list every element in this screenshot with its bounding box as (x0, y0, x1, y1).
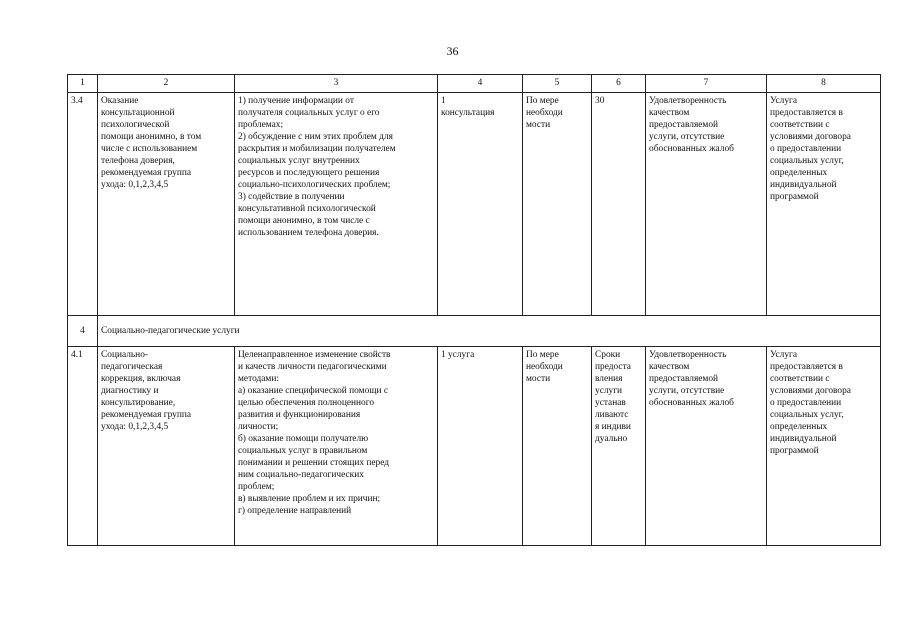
header-cell: 2 (98, 75, 235, 93)
service-name: Оказание консультационной психологической помощи анонимно, в том числе с использованием телефона доверия, рекомендуемая группа ухода: 0,1,2,3,4,5 (98, 93, 235, 316)
header-cell: 4 (438, 75, 523, 93)
service-unit: 1 услуга (438, 347, 523, 546)
section-title: Социально-педагогические услуги (98, 316, 881, 347)
service-frequency: По мере необходи мости (523, 93, 592, 316)
section-number: 4 (68, 316, 98, 347)
row-number: 3.4 (68, 93, 98, 316)
header-cell: 8 (767, 75, 881, 93)
service-duration: 30 (592, 93, 646, 316)
header-row (68, 75, 881, 93)
header-cell: 1 (68, 75, 98, 93)
table-row (68, 93, 881, 316)
quality-criteria: Удовлетворенность качеством предоставляемой услуги, отсутствие обоснованных жалоб (646, 347, 767, 546)
header-cell: 6 (592, 75, 646, 93)
service-duration: Сроки предоста вления услуги устанав ливаютс я индиви дуально (592, 347, 646, 546)
header-cell: 3 (235, 75, 438, 93)
page-number: 36 (446, 44, 459, 58)
services-table (67, 74, 881, 546)
service-name: Социально- педагогическая коррекция, включая диагностику и консультирование, рекомендуемая группа ухода: 0,1,2,3,4,5 (98, 347, 235, 546)
header-cell: 7 (646, 75, 767, 93)
service-frequency: По мере необходи мости (523, 347, 592, 546)
service-conditions: Услуга предоставляется в соответствии с условиями договора о предоставлении социальных услуг, определенных индивидуальной программой (767, 347, 881, 546)
row-number: 4.1 (68, 347, 98, 546)
service-unit: 1 консультация (438, 93, 523, 316)
quality-criteria: Удовлетворенность качеством предоставляемой услуги, отсутствие обоснованных жалоб (646, 93, 767, 316)
service-description: Целенаправленное изменение свойств и качеств личности педагогическими методами: а) оказание специфической помощи с целью обеспечения полноценного развития и функционирования личности; б) оказание помощи получателю социальных услуг в правильном понимании и решении стоящих перед ним социально-педагогических проблем; в) выявление проблем и их причин; г) определение направлений (235, 347, 438, 546)
header-cell: 5 (523, 75, 592, 93)
section-row (68, 316, 881, 347)
service-conditions: Услуга предоставляется в соответствии с условиями договора о предоставлении социальных услуг, определенных индивидуальной программой (767, 93, 881, 316)
table-row (68, 347, 881, 546)
service-description: 1) получение информации от получателя социальных услуг о его проблемах; 2) обсуждение с ним этих проблем для раскрытия и мобилизации получателем социальных услуг внутренних ресурсов и последующего решения социально-психологических проблем; 3) содействие в получении консультативной психологической помощи анонимно, в том числе с использованием телефона доверия. (235, 93, 438, 316)
